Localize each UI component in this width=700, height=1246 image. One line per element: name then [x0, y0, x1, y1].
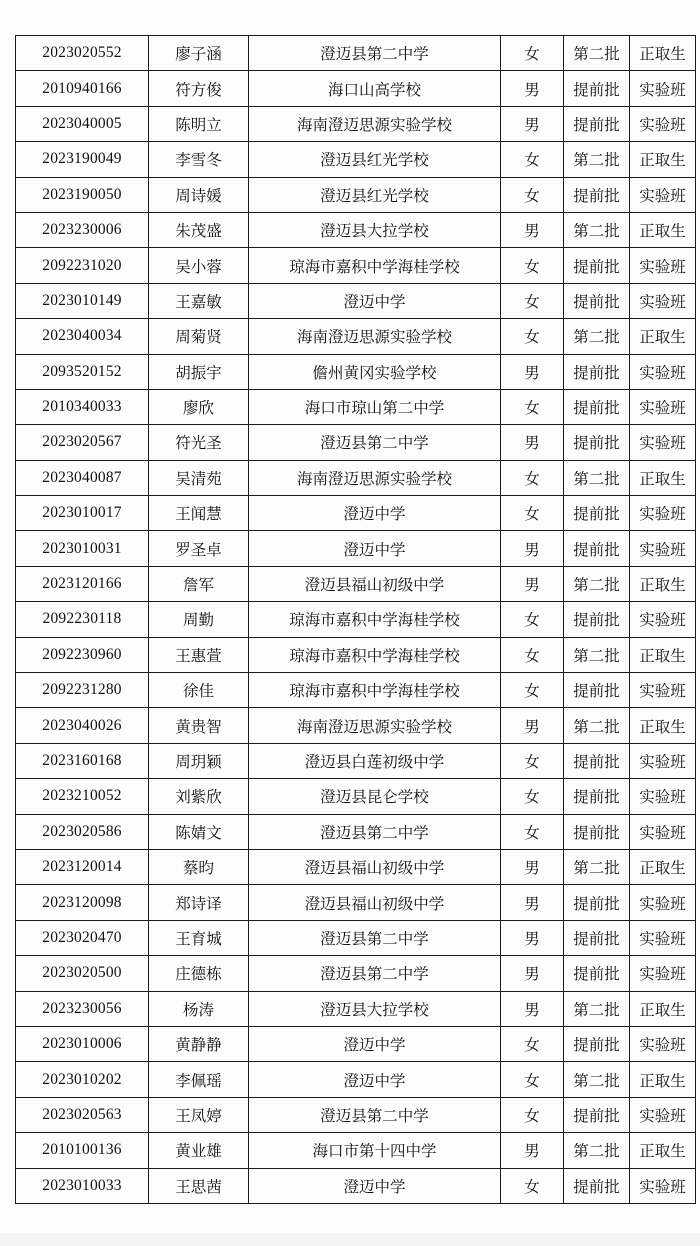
admission-type-cell: 实验班 [630, 106, 696, 141]
student-id-cell: 2023190049 [16, 142, 149, 177]
student-name-cell: 胡振宇 [149, 354, 249, 389]
admission-type-cell: 实验班 [630, 425, 696, 460]
student-id-cell: 2023010149 [16, 283, 149, 318]
batch-cell: 第二批 [564, 637, 630, 672]
school-cell: 澄迈县福山初级中学 [249, 849, 501, 884]
table-row [16, 1062, 696, 1097]
school-cell: 澄迈县第二中学 [249, 36, 501, 71]
table-row [16, 1133, 696, 1168]
student-name-cell: 朱茂盛 [149, 212, 249, 247]
batch-cell: 第二批 [564, 212, 630, 247]
school-cell: 澄迈中学 [249, 496, 501, 531]
batch-cell: 第二批 [564, 708, 630, 743]
gender-cell: 男 [501, 106, 564, 141]
batch-cell: 提前批 [564, 920, 630, 955]
student-id-cell: 2023040026 [16, 708, 149, 743]
admission-type-cell: 实验班 [630, 71, 696, 106]
student-id-cell: 2092230960 [16, 637, 149, 672]
batch-cell: 提前批 [564, 425, 630, 460]
gender-cell: 女 [501, 743, 564, 778]
admission-type-cell: 实验班 [630, 177, 696, 212]
gender-cell: 女 [501, 602, 564, 637]
gender-cell: 男 [501, 531, 564, 566]
table-row [16, 1168, 696, 1203]
batch-cell: 第二批 [564, 1062, 630, 1097]
student-name-cell: 王凤婷 [149, 1097, 249, 1132]
table-row [16, 531, 696, 566]
student-name-cell: 王惠萱 [149, 637, 249, 672]
school-cell: 琼海市嘉积中学海桂学校 [249, 602, 501, 637]
student-name-cell: 周诗媛 [149, 177, 249, 212]
table-row [16, 106, 696, 141]
gender-cell: 女 [501, 319, 564, 354]
student-id-cell: 2023010202 [16, 1062, 149, 1097]
student-id-cell: 2023230006 [16, 212, 149, 247]
school-cell: 澄迈县第二中学 [249, 920, 501, 955]
page-bottom-edge [0, 1233, 700, 1246]
gender-cell: 女 [501, 637, 564, 672]
batch-cell: 提前批 [564, 531, 630, 566]
student-name-cell: 徐佳 [149, 673, 249, 708]
student-id-cell: 2023230056 [16, 991, 149, 1026]
table-row [16, 177, 696, 212]
admission-type-cell: 实验班 [630, 743, 696, 778]
school-cell: 澄迈中学 [249, 283, 501, 318]
table-row [16, 354, 696, 389]
student-name-cell: 吴小蓉 [149, 248, 249, 283]
admission-type-cell: 正取生 [630, 212, 696, 247]
admission-type-cell: 正取生 [630, 566, 696, 601]
gender-cell: 女 [501, 283, 564, 318]
student-name-cell: 王思茜 [149, 1168, 249, 1203]
table-row [16, 637, 696, 672]
table-row [16, 849, 696, 884]
student-id-cell: 2023020500 [16, 956, 149, 991]
student-name-cell: 周玥颖 [149, 743, 249, 778]
admission-type-cell: 实验班 [630, 354, 696, 389]
batch-cell: 第二批 [564, 319, 630, 354]
batch-cell: 提前批 [564, 71, 630, 106]
batch-cell: 提前批 [564, 496, 630, 531]
admission-type-cell: 正取生 [630, 36, 696, 71]
school-cell: 海口市琼山第二中学 [249, 389, 501, 424]
school-cell: 澄迈县福山初级中学 [249, 885, 501, 920]
admission-type-cell: 实验班 [630, 920, 696, 955]
student-name-cell: 黄贵智 [149, 708, 249, 743]
table-row [16, 142, 696, 177]
student-name-cell: 符方俊 [149, 71, 249, 106]
gender-cell: 女 [501, 673, 564, 708]
student-name-cell: 王闻慧 [149, 496, 249, 531]
student-id-cell: 2023010033 [16, 1168, 149, 1203]
school-cell: 澄迈县红光学校 [249, 177, 501, 212]
table-row [16, 1026, 696, 1061]
batch-cell: 提前批 [564, 1026, 630, 1061]
gender-cell: 女 [501, 142, 564, 177]
batch-cell: 提前批 [564, 389, 630, 424]
student-name-cell: 庄德栋 [149, 956, 249, 991]
student-id-cell: 2092231280 [16, 673, 149, 708]
school-cell: 海南澄迈思源实验学校 [249, 319, 501, 354]
student-id-cell: 2023120098 [16, 885, 149, 920]
table-row [16, 1097, 696, 1132]
student-id-cell: 2092230118 [16, 602, 149, 637]
school-cell: 琼海市嘉积中学海桂学校 [249, 673, 501, 708]
table-row [16, 885, 696, 920]
batch-cell: 第二批 [564, 460, 630, 495]
gender-cell: 女 [501, 1062, 564, 1097]
school-cell: 澄迈县福山初级中学 [249, 566, 501, 601]
batch-cell: 第二批 [564, 991, 630, 1026]
student-name-cell: 黄业雄 [149, 1133, 249, 1168]
gender-cell: 男 [501, 71, 564, 106]
student-id-cell: 2023120014 [16, 849, 149, 884]
table-row [16, 496, 696, 531]
gender-cell: 女 [501, 779, 564, 814]
admission-type-cell: 实验班 [630, 885, 696, 920]
student-id-cell: 2093520152 [16, 354, 149, 389]
gender-cell: 男 [501, 1133, 564, 1168]
batch-cell: 提前批 [564, 779, 630, 814]
student-name-cell: 符光圣 [149, 425, 249, 460]
school-cell: 澄迈县第二中学 [249, 425, 501, 460]
gender-cell: 男 [501, 956, 564, 991]
table-row [16, 708, 696, 743]
table-row [16, 248, 696, 283]
student-name-cell: 黄静静 [149, 1026, 249, 1061]
student-name-cell: 王育城 [149, 920, 249, 955]
school-cell: 澄迈县昆仑学校 [249, 779, 501, 814]
student-id-cell: 2023020586 [16, 814, 149, 849]
gender-cell: 女 [501, 1168, 564, 1203]
student-id-cell: 2023040005 [16, 106, 149, 141]
student-name-cell: 周菊贤 [149, 319, 249, 354]
batch-cell: 提前批 [564, 1168, 630, 1203]
school-cell: 澄迈中学 [249, 1062, 501, 1097]
gender-cell: 男 [501, 991, 564, 1026]
student-name-cell: 廖欣 [149, 389, 249, 424]
table-row [16, 743, 696, 778]
batch-cell: 提前批 [564, 354, 630, 389]
table-row [16, 36, 696, 71]
roster-table-body [16, 36, 696, 1204]
table-row [16, 602, 696, 637]
gender-cell: 男 [501, 708, 564, 743]
admission-type-cell: 实验班 [630, 956, 696, 991]
school-cell: 海南澄迈思源实验学校 [249, 460, 501, 495]
school-cell: 澄迈县第二中学 [249, 814, 501, 849]
table-row [16, 460, 696, 495]
admission-type-cell: 实验班 [630, 389, 696, 424]
batch-cell: 提前批 [564, 673, 630, 708]
school-cell: 海口市第十四中学 [249, 1133, 501, 1168]
batch-cell: 提前批 [564, 106, 630, 141]
school-cell: 澄迈县大拉学校 [249, 991, 501, 1026]
school-cell: 澄迈中学 [249, 1026, 501, 1061]
student-name-cell: 王嘉敏 [149, 283, 249, 318]
table-row [16, 991, 696, 1026]
school-cell: 澄迈县白莲初级中学 [249, 743, 501, 778]
student-id-cell: 2010340033 [16, 389, 149, 424]
student-name-cell: 陈明立 [149, 106, 249, 141]
student-name-cell: 李佩瑶 [149, 1062, 249, 1097]
batch-cell: 第二批 [564, 1133, 630, 1168]
school-cell: 澄迈县第二中学 [249, 956, 501, 991]
student-name-cell: 罗圣卓 [149, 531, 249, 566]
admission-type-cell: 实验班 [630, 248, 696, 283]
batch-cell: 第二批 [564, 36, 630, 71]
student-id-cell: 2023010006 [16, 1026, 149, 1061]
admission-type-cell: 实验班 [630, 779, 696, 814]
student-id-cell: 2023120166 [16, 566, 149, 601]
gender-cell: 男 [501, 354, 564, 389]
student-id-cell: 2023210052 [16, 779, 149, 814]
gender-cell: 女 [501, 1097, 564, 1132]
table-row [16, 814, 696, 849]
student-id-cell: 2023010031 [16, 531, 149, 566]
batch-cell: 提前批 [564, 814, 630, 849]
admission-type-cell: 实验班 [630, 531, 696, 566]
student-id-cell: 2023020563 [16, 1097, 149, 1132]
student-id-cell: 2023010017 [16, 496, 149, 531]
gender-cell: 女 [501, 496, 564, 531]
student-name-cell: 蔡昀 [149, 849, 249, 884]
batch-cell: 提前批 [564, 1097, 630, 1132]
admission-type-cell: 实验班 [630, 283, 696, 318]
admission-type-cell: 正取生 [630, 991, 696, 1026]
school-cell: 澄迈中学 [249, 1168, 501, 1203]
gender-cell: 女 [501, 389, 564, 424]
school-cell: 琼海市嘉积中学海桂学校 [249, 248, 501, 283]
gender-cell: 女 [501, 460, 564, 495]
admission-type-cell: 正取生 [630, 460, 696, 495]
admission-type-cell: 实验班 [630, 496, 696, 531]
student-id-cell: 2010940166 [16, 71, 149, 106]
admission-type-cell: 实验班 [630, 1026, 696, 1061]
batch-cell: 第二批 [564, 142, 630, 177]
school-cell: 澄迈中学 [249, 531, 501, 566]
batch-cell: 提前批 [564, 248, 630, 283]
school-cell: 儋州黄冈实验学校 [249, 354, 501, 389]
admission-type-cell: 正取生 [630, 142, 696, 177]
student-name-cell: 李雪冬 [149, 142, 249, 177]
student-id-cell: 2023040034 [16, 319, 149, 354]
batch-cell: 第二批 [564, 849, 630, 884]
admission-type-cell: 实验班 [630, 602, 696, 637]
table-row [16, 425, 696, 460]
admission-type-cell: 正取生 [630, 1062, 696, 1097]
school-cell: 海口山高学校 [249, 71, 501, 106]
table-row [16, 283, 696, 318]
student-name-cell: 周勤 [149, 602, 249, 637]
student-name-cell: 廖子涵 [149, 36, 249, 71]
gender-cell: 男 [501, 566, 564, 601]
student-name-cell: 陈婧文 [149, 814, 249, 849]
admission-type-cell: 正取生 [630, 637, 696, 672]
student-name-cell: 杨涛 [149, 991, 249, 1026]
gender-cell: 女 [501, 1026, 564, 1061]
gender-cell: 女 [501, 177, 564, 212]
school-cell: 澄迈县红光学校 [249, 142, 501, 177]
admission-type-cell: 正取生 [630, 319, 696, 354]
batch-cell: 提前批 [564, 956, 630, 991]
student-name-cell: 刘紫欣 [149, 779, 249, 814]
admission-type-cell: 正取生 [630, 708, 696, 743]
student-id-cell: 2092231020 [16, 248, 149, 283]
student-id-cell: 2023020567 [16, 425, 149, 460]
admission-type-cell: 实验班 [630, 1168, 696, 1203]
table-row [16, 566, 696, 601]
batch-cell: 第二批 [564, 566, 630, 601]
school-cell: 澄迈县第二中学 [249, 1097, 501, 1132]
student-id-cell: 2023160168 [16, 743, 149, 778]
student-id-cell: 2023020552 [16, 36, 149, 71]
school-cell: 澄迈县大拉学校 [249, 212, 501, 247]
gender-cell: 男 [501, 849, 564, 884]
admission-type-cell: 正取生 [630, 1133, 696, 1168]
gender-cell: 女 [501, 248, 564, 283]
batch-cell: 提前批 [564, 602, 630, 637]
table-row [16, 956, 696, 991]
gender-cell: 男 [501, 425, 564, 460]
table-row [16, 212, 696, 247]
student-name-cell: 郑诗译 [149, 885, 249, 920]
table-row [16, 920, 696, 955]
gender-cell: 男 [501, 920, 564, 955]
gender-cell: 男 [501, 212, 564, 247]
batch-cell: 提前批 [564, 885, 630, 920]
batch-cell: 提前批 [564, 177, 630, 212]
gender-cell: 女 [501, 814, 564, 849]
table-row [16, 779, 696, 814]
school-cell: 海南澄迈思源实验学校 [249, 708, 501, 743]
student-id-cell: 2023190050 [16, 177, 149, 212]
student-name-cell: 詹军 [149, 566, 249, 601]
student-id-cell: 2010100136 [16, 1133, 149, 1168]
student-name-cell: 吴清苑 [149, 460, 249, 495]
batch-cell: 提前批 [564, 743, 630, 778]
table-row [16, 319, 696, 354]
admission-type-cell: 实验班 [630, 1097, 696, 1132]
gender-cell: 男 [501, 885, 564, 920]
batch-cell: 提前批 [564, 283, 630, 318]
table-row [16, 389, 696, 424]
gender-cell: 女 [501, 36, 564, 71]
admission-roster-table [15, 35, 696, 1204]
student-id-cell: 2023020470 [16, 920, 149, 955]
table-row [16, 71, 696, 106]
table-row [16, 673, 696, 708]
school-cell: 海南澄迈思源实验学校 [249, 106, 501, 141]
admission-type-cell: 实验班 [630, 673, 696, 708]
admission-type-cell: 实验班 [630, 814, 696, 849]
student-id-cell: 2023040087 [16, 460, 149, 495]
admission-type-cell: 正取生 [630, 849, 696, 884]
school-cell: 琼海市嘉积中学海桂学校 [249, 637, 501, 672]
